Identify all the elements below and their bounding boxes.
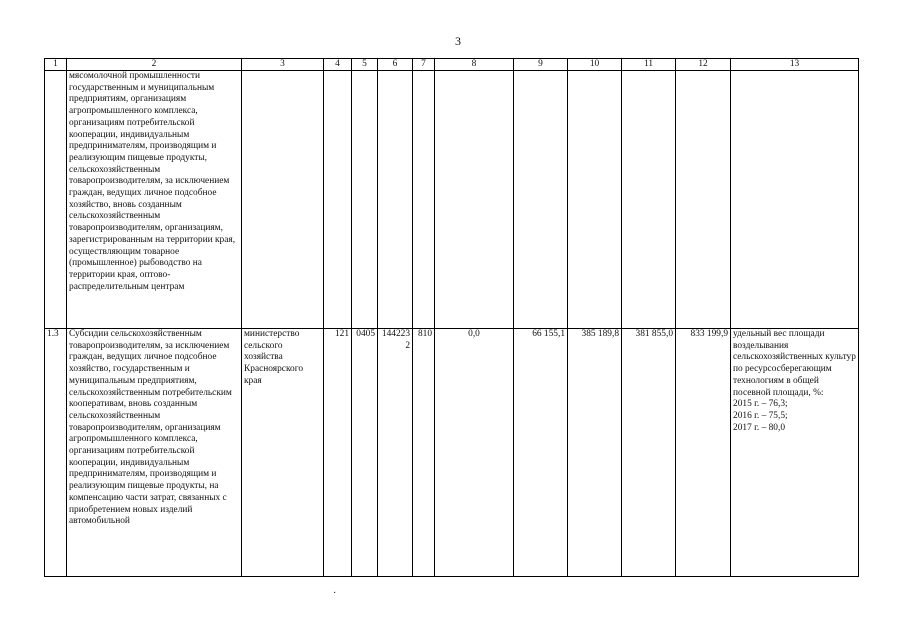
cell-col-8: 0,0	[435, 329, 514, 577]
header-cell-6: 6	[378, 59, 413, 71]
header-cell-12: 12	[676, 59, 731, 71]
cell-empty	[45, 71, 67, 329]
header-cell-1: 1	[45, 59, 67, 71]
header-cell-11: 11	[622, 59, 676, 71]
cell-col-4: 121	[324, 329, 352, 577]
continuation-text: мясомолочной промышленности государственным и муниципальным предприятиям, организациям агропромышленного комплекса, организациям потребительской кооперации, индивидуальным предпринимателям, производящим и реализующим пищевые продукты, сельскохозяйственным товаропроизводителям, за исключением граждан, ведущих личное подсобное хозяйство, вновь созданным сельскохозяйственным товаропроизводителям, организациям, зарегистрированным на территории края, осуществляющим товарное (промышленное) рыбоводство на территории края, оптово-распределительным центрам	[67, 71, 242, 329]
cell-empty	[378, 71, 413, 329]
header-cell-2: 2	[67, 59, 242, 71]
table-row-1-3	[45, 329, 859, 577]
header-cell-4: 4	[324, 59, 352, 71]
row-number: 1.3	[45, 329, 67, 577]
result-2017: 2017 г. – 80,0	[733, 422, 786, 433]
measure-name: Субсидии сельскохозяйственным товаропроизводителям, за исключением граждан, ведущих личное подсобное хозяйство, государственным и муниципальным предприятиям, сельскохозяйственным потребительским кооперативам, вновь созданным сельскохозяйственным товаропроизводителям, организациям агропромышленного комплекса, организациям потребительской кооперации, индивидуальным предпринимателям, производящим и реализующим пищевые продукты, на компенсацию части затрат, связанных с приобретением новых изделий автомобильной	[67, 329, 242, 577]
result-2016: 2016 г. – 75,5;	[733, 410, 788, 421]
cell-empty	[731, 71, 859, 329]
cell-empty	[352, 71, 378, 329]
cell-col-11: 381 855,0	[622, 329, 676, 577]
header-cell-3: 3	[242, 59, 324, 71]
cell-empty	[324, 71, 352, 329]
cell-empty	[413, 71, 435, 329]
header-cell-8: 8	[435, 59, 514, 71]
expected-result	[731, 329, 859, 577]
cell-empty	[435, 71, 514, 329]
cell-col-10: 385 189,8	[568, 329, 622, 577]
cell-empty	[676, 71, 731, 329]
stray-mark: ·	[333, 588, 337, 599]
cell-empty	[568, 71, 622, 329]
header-cell-7: 7	[413, 59, 435, 71]
executor: министерство сельского хозяйства Красноярского края	[242, 329, 324, 577]
header-cell-10: 10	[568, 59, 622, 71]
cell-empty	[514, 71, 568, 329]
cell-empty	[622, 71, 676, 329]
cell-col-7: 810	[413, 329, 435, 577]
cell-col-12: 833 199,9	[676, 329, 731, 577]
header-cell-13: 13	[731, 59, 859, 71]
cell-empty	[242, 71, 324, 329]
result-intro: удельный вес площади возделывания сельскохозяйственных культур по ресурсосберегающим технологиям в общей посевной площади, %:	[733, 329, 856, 398]
cell-col-5: 0405	[352, 329, 378, 577]
header-row	[45, 59, 859, 71]
page-number: 3	[455, 34, 461, 48]
budget-table	[44, 58, 859, 577]
result-2015: 2015 г. – 76,3;	[733, 399, 788, 410]
cell-col-9: 66 155,1	[514, 329, 568, 577]
table-row-continuation	[45, 71, 859, 329]
header-cell-9: 9	[514, 59, 568, 71]
cell-col-6: 1442232	[378, 329, 413, 577]
header-cell-5: 5	[352, 59, 378, 71]
